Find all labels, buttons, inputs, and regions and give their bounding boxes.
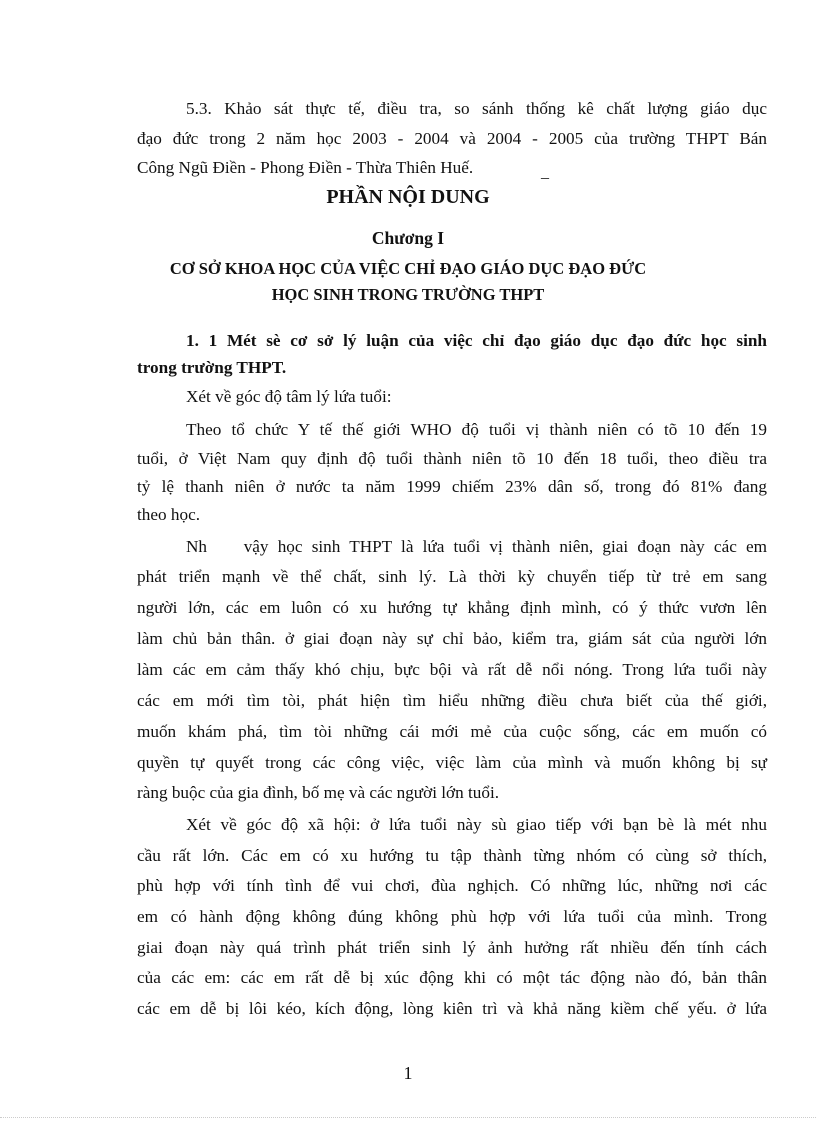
paragraph-line: Xét về góc độ xã hội: ở lứa tuổi này sù giao tiếp với bạn bè là mét nhu [186,815,767,834]
page-number: 1 [403,1063,413,1083]
stray-dash: _ [541,164,549,181]
page-bottom-rule [0,1117,816,1118]
paragraph-line: muốn khám phá, tìm tòi những cái mới mẻ của cuộc sống, các em muốn có [137,722,767,741]
paragraph-line: quyền tự quyết trong các công việc, việc làm của mình và muốn không bị sự [137,753,767,772]
paragraph-line: Nh vậy học sinh THPT là lứa tuổi vị thành niên, giai đoạn này các em [186,537,767,556]
section-11-heading-line: 1. 1 Mét sè cơ sở lý luận của việc chỉ đạo giáo dục đạo đức học sinh [186,331,767,350]
chapter-label: Chương I [371,228,445,248]
paragraph-line: tuổi, ở Việt Nam quy định độ tuổi thành niên tõ 10 đến 18 tuổi, theo điều tra [137,449,767,468]
paragraph-line: phù hợp với tính tình để vui chơi, đùa nghịch. Có những lúc, những nơi các [137,876,767,895]
paragraph-line: ràng buộc của gia đình, bố mẹ và các người lớn tuổi. [137,783,500,802]
section-53-line: Công Ngũ Điền - Phong Điền - Thừa Thiên Huế. [137,158,474,177]
paragraph-line: giai đoạn này quá trình phát triển sinh lý ảnh hưởng rất nhiều đến tính cách [137,938,767,957]
section-11-heading-line: trong trường THPT. [137,358,287,377]
paragraph-line: theo học. [137,505,201,524]
paragraph-line: phát triển mạnh về thể chất, sinh lý. Là thời kỳ chuyển tiếp từ trẻ em sang [137,567,767,586]
paragraph-line: tỷ lệ thanh niên ở nước ta năm 1999 chiếm 23% dân số, trong đó 81% đang [137,477,767,496]
paragraph-line: Xét về góc độ tâm lý lứa tuổi: [186,387,392,406]
paragraph-line: làm các em cảm thấy khó chịu, bực bội và rất dễ nổi nóng. Trong lứa tuổi này [137,660,767,679]
paragraph-line: của các em: các em rất dễ bị xúc động khi có một tác động nào đó, bản thân [137,968,767,987]
paragraph-line: làm chủ bản thân. ở giai đoạn này sự chỉ bảo, kiểm tra, giám sát của người lớn [137,629,767,648]
paragraph-line: em có hành động không đúng không phù hợp với lứa tuổi của mình. Trong [137,907,767,926]
chapter-title-line: CƠ SỞ KHOA HỌC CỦA VIỆC CHỈ ĐẠO GIÁO DỤC ĐẠO ĐỨC [169,259,647,278]
section-53-line: đạo đức trong 2 năm học 2003 - 2004 và 2004 - 2005 của trường THPT Bán [137,129,767,148]
part-heading: PHẦN NỘI DUNG [326,186,490,208]
chapter-title-line: HỌC SINH TRONG TRƯỜNG THPT [271,285,545,304]
paragraph-line: cầu rất lớn. Các em có xu hướng tu tập thành từng nhóm có cùng sở thích, [137,846,767,865]
paragraph-line: các em dễ bị lôi kéo, kích động, lòng kiên trì và khả năng kiềm chế yếu. ở lứa [137,999,767,1018]
paragraph-line: các em mới tìm tòi, phát hiện tìm hiểu những điều chưa biết của thế giới, [137,691,767,710]
paragraph-line: Theo tổ chức Y tế thế giới WHO độ tuổi vị thành niên có tõ 10 đến 19 [186,420,767,439]
paragraph-line: người lớn, các em luôn có xu hướng tự khẳng định mình, có ý thức vươn lên [137,598,767,617]
section-53-line: 5.3. Khảo sát thực tế, điều tra, so sánh thống kê chất lượng giáo dục [186,99,767,118]
